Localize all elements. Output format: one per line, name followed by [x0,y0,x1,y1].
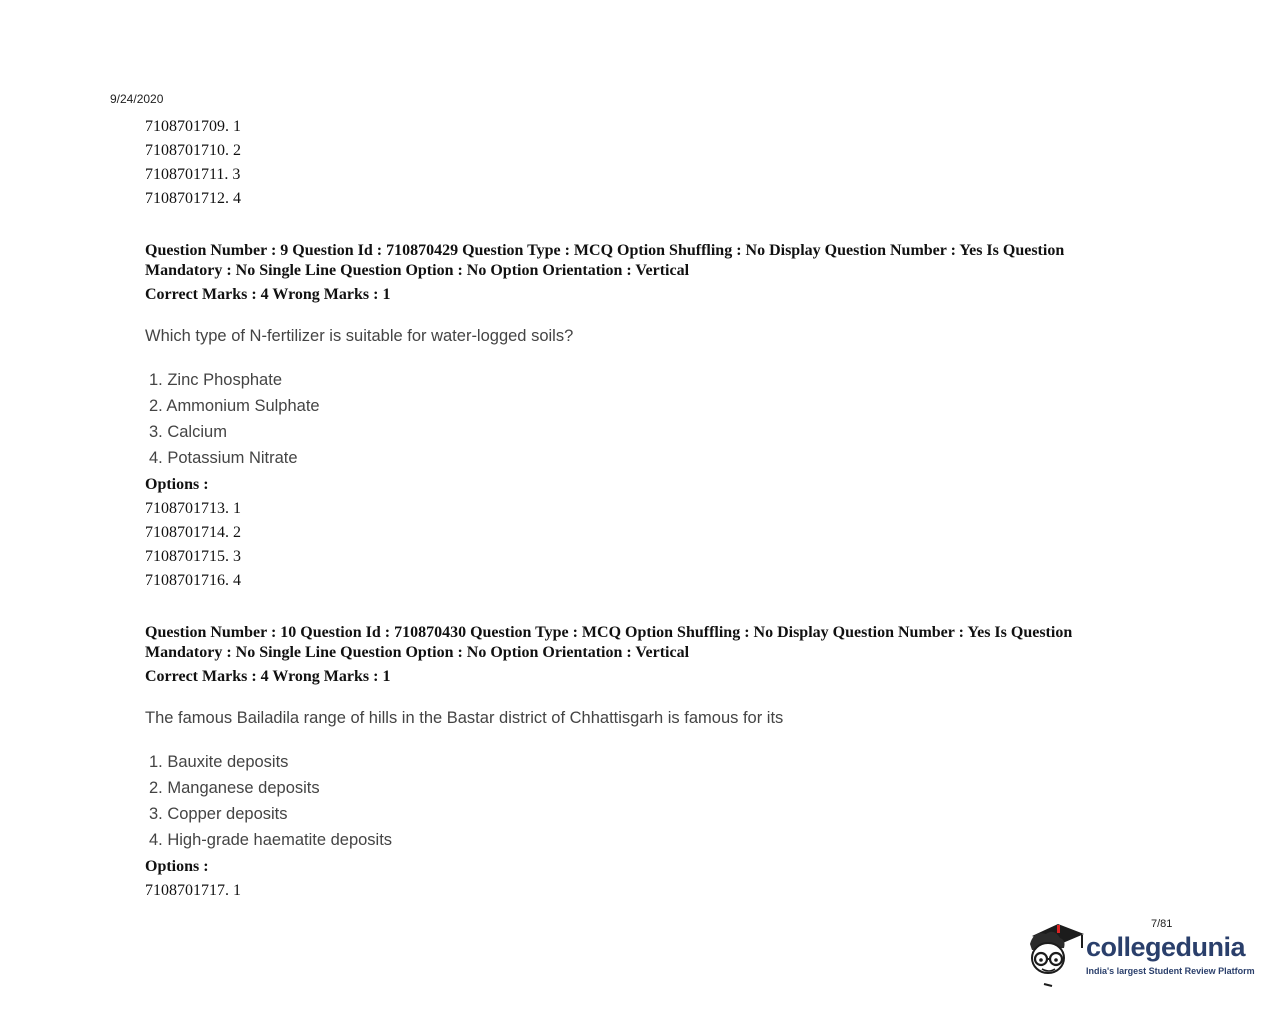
choice-item: 1. Zinc Phosphate [149,371,282,389]
choice-list [145,367,1165,471]
question-marks: Correct Marks : 4 Wrong Marks : 1 [145,286,391,303]
question-meta-line-1: Question Number : 10 Question Id : 710870430 Question Type : MCQ Option Shuffling : No Display Question Number : Yes Is Question [145,624,1073,641]
choice-item: 4. High-grade haematite deposits [149,831,393,849]
option-id: 7108701713. 1 [145,500,241,517]
question-meta-line-2: Mandatory : No Single Line Question Option : No Option Orientation : Vertical [145,644,690,661]
question-meta-line-2: Mandatory : No Single Line Question Option : No Option Orientation : Vertical [145,262,690,279]
choice-item: 2. Manganese deposits [149,779,320,797]
question-block-9 [145,241,1165,593]
choice-item: 1. Bauxite deposits [149,753,289,771]
option-id: 7108701716. 4 [145,572,241,589]
question-text: Which type of N-fertilizer is suitable for water-logged soils? [145,327,574,345]
choice-item: 4. Potassium Nitrate [149,449,298,467]
question-marks: Correct Marks : 4 Wrong Marks : 1 [145,668,391,685]
option-id: 7108701712. 4 [145,190,241,207]
option-id: 7108701715. 3 [145,548,241,565]
options-label: Options : [145,858,209,875]
print-date: 9/24/2020 [110,92,164,106]
choice-item: 3. Calcium [149,423,227,441]
logo-tagline: India's largest Student Review Platform [1086,966,1255,976]
graduate-mascot-icon [1024,918,1086,988]
question-meta [145,241,1165,281]
choice-list [145,749,1165,853]
option-id: 7108701710. 2 [145,142,241,159]
choice-item: 2. Ammonium Sulphate [149,397,320,415]
question-meta-line-1: Question Number : 9 Question Id : 710870429 Question Type : MCQ Option Shuffling : No Display Question Number : Yes Is Question [145,242,1065,259]
option-id: 7108701714. 2 [145,524,241,541]
choice-item: 3. Copper deposits [149,805,288,823]
question-text: The famous Bailadila range of hills in the Bastar district of Chhattisgarh is famous for its [145,709,784,727]
question-meta [145,623,1165,663]
top-option-list [145,115,1165,211]
option-id: 7108701709. 1 [145,118,241,135]
option-id: 7108701717. 1 [145,882,241,899]
page-number: 7/81 [1151,918,1173,930]
option-id-list [145,497,1165,593]
collegedunia-logo [1024,918,1254,988]
logo-wordmark: collegedunia [1086,932,1246,962]
question-block-10 [145,623,1165,903]
option-id: 7108701711. 3 [145,166,241,183]
document-body [145,115,1165,903]
options-label: Options : [145,476,209,493]
option-id-list [145,879,1165,903]
